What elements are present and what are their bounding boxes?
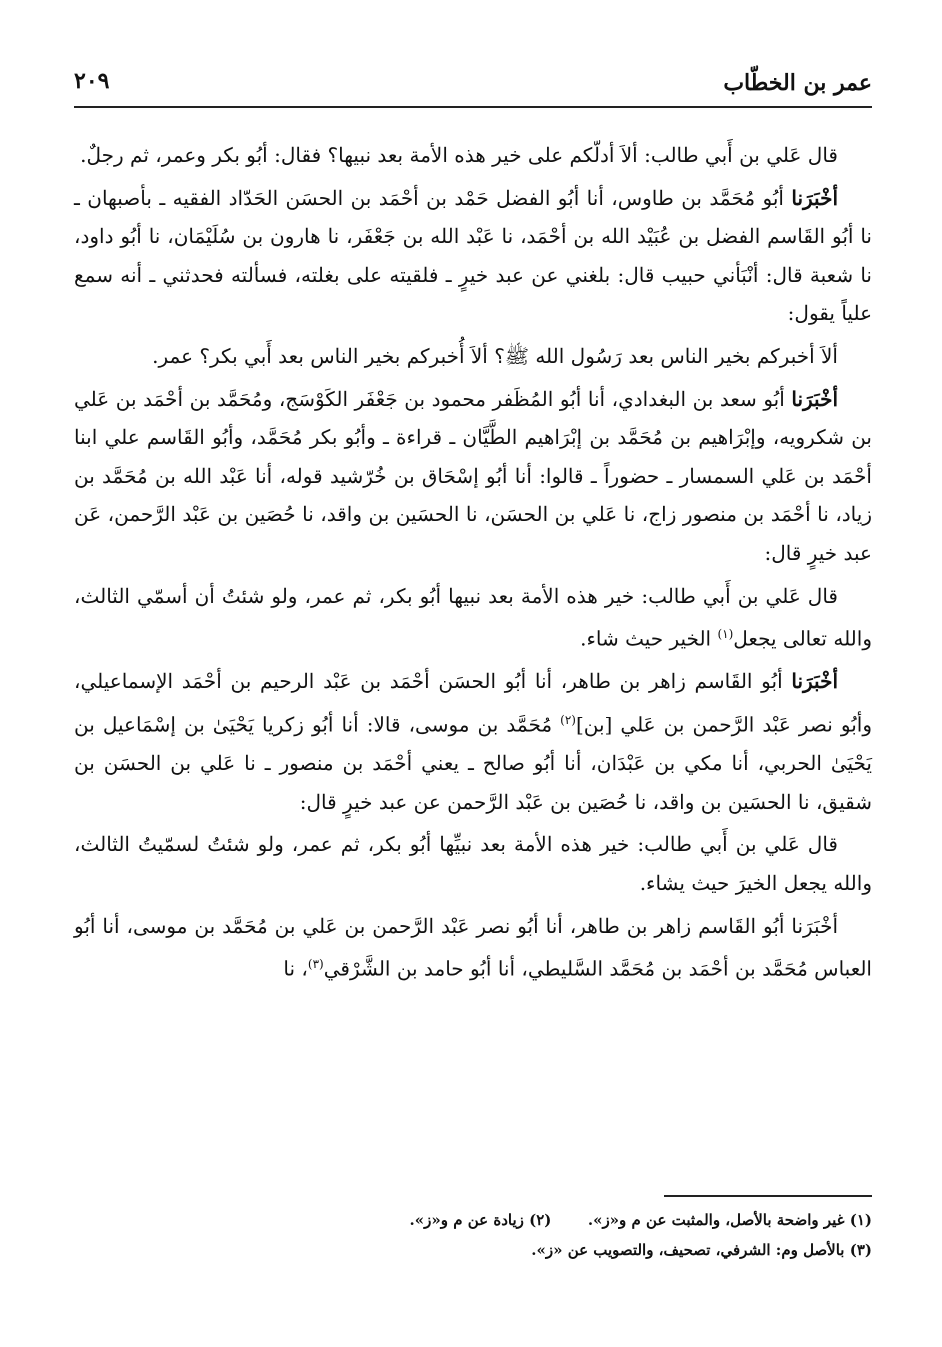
paragraph-text-tail: الخير حيث شاء. [580,626,718,651]
paragraph [74,136,872,175]
paragraph [74,907,872,989]
footnote-marker: (١) [717,627,734,642]
paragraph-text: أخْبَرَنا أبُو القَاسم زاهر بن طاهر، أنا أبُو نصر عَبْد الرَّحمن بن عَلي بن مُحَمَّد بن موسى، أنا أبُو العباس مُحَمَّد بن أحْمَد بن مُحَمَّد السَّليطي، أنا أبُو حامد بن الشَّرْقي [74,913,872,981]
page-number: ٢٠٩ [74,68,110,94]
paragraph-text: قال عَلي بن أَبي طالب: ألاَ أدلّكم على خير هذه الأمة بعد نبيها؟ فقال: أبُو بكر وعمر، ثم رجلٌ. [80,143,838,167]
footnote-marker: (٣) [307,957,324,972]
paragraph-lead: أخْبَرَنا [791,185,838,210]
paragraph-text-tail: ، نا [283,956,308,981]
footnote-marker: (٢) [560,712,576,727]
footnote-text: غير واضحة بالأصل، والمثبت عن م و«ز». [587,1211,845,1229]
header-rule [74,106,872,108]
paragraph [74,825,872,902]
footnote-rule [664,1195,872,1197]
paragraph-text: قال عَلي بن أَبي طالب: خير هذه الأمة بعد نبيها أبُو بكر، ثم عمر، ولو شئتُ أن أسمّي الثالث، والله تعالى يجعل [74,583,872,651]
footnotes [74,1205,872,1265]
running-title: عمر بن الخطّاب [723,70,872,96]
footnote-text: زيادة عن م و«ز». [409,1211,524,1229]
paragraph-text: أبُو سعد بن البغدادي، أنا أبُو المُظَفر محمود بن جَعْفَر الكَوْسَج، ومُحَمَّد بن أحْمَد بن عَلي بن شكرويه، وإبْرَاهيم بن مُحَمَّد بن إبْرَاهيم الطَّيَّان ـ قراءة ـ وأبُو بكر مُحَمَّد، وأبُو القَاسم علي ابنا أحْمَد بن عَلي السمسار ـ حضوراً ـ قالوا: أنا أبُو إسْحَاق بن خُرّشيد قوله، أنا عَبْد الله بن مُحَمَّد بن زياد، نا أحْمَد بن منصور زاج، نا عَلي بن الحسَن، نا الحسَين بن واقد، نا حُصَين بن عَبْد الرَّحمن، عَن عبد خيرٍ قال: [74,386,872,565]
footnote-row [74,1205,872,1235]
paragraph-text: ألاَ أخبركم بخير الناس بعد رَسُول الله ﷺ؟ ألاَ أُخبركم بخير الناس بعد أَبي بكر؟ عمر. [152,343,838,368]
footnote-number: (١) [849,1211,872,1229]
footnote-number: (٣) [849,1241,872,1259]
paragraph [74,179,872,333]
paragraph-lead: أخْبَرَنا [791,669,838,694]
footnote-text: بالأصل وم: الشرفي، تصحيف، والتصويب عن «ز». [531,1241,845,1259]
paragraph [74,380,872,573]
paragraph-lead: أخْبَرَنا [791,386,838,411]
footnote-number: (٢) [529,1211,552,1229]
paragraph [74,577,872,659]
main-text [74,136,872,992]
paragraph-text: قال عَلي بن أَبي طالب: خير هذه الأمة بعد نبيِّها أبُو بكر، ثم عمر، ولو شئتُ لسمّيتُ الثالث، والله يجعل الخيرَ حيث يشاء. [74,832,872,895]
paragraph-text: أبُو القَاسم زاهر بن طاهر، أنا أبُو الحسَن أحْمَد بن عَبْد الرحيم بن أحْمَد الإسماعيلي، وأبُو نصر عَبْد الرَّحمن بن عَلي [بن] [74,669,873,737]
footnote-row [74,1235,872,1265]
paragraph-text: أبُو مُحَمَّد بن طاوس، أنا أبُو الفضل حَمْد بن أحْمَد بن الحسَن الحَدّاد الفقيه ـ بأصبهان ـ نا أبُو القَاسم الفضل بن عُبَيْد الله بن أحْمَد، نا عَبْد الله بن جَعْفَر، نا هارون بن سُلَيْمَان، نا أبُو داود، نا شعبة قال: أنْبَأني حبيب قال: بلغني عن عبد خيرٍ ـ فلقيته على بغلته، فسألته فحدثني ـ أنه سمع علياً يقول: [74,185,872,326]
paragraph-text-tail: مُحَمَّد بن موسى، قالا: أنا أبُو زكريا يَحْيَىٰ بن إسْمَاعيل بن يَحْيَىٰ الحربي، أنا مكي بن عَبْدَان، أنا أبُو صالح ـ يعني أحْمَد بن منصور ـ نا عَلي بن الحسَن بن شقيق، نا الحسَين بن واقد، نا حُصَين بن عَبْد الرَّحمن عن عبد خيرٍ قال: [74,712,872,814]
paragraph [74,337,872,376]
page-header [74,66,872,104]
paragraph [74,662,872,821]
